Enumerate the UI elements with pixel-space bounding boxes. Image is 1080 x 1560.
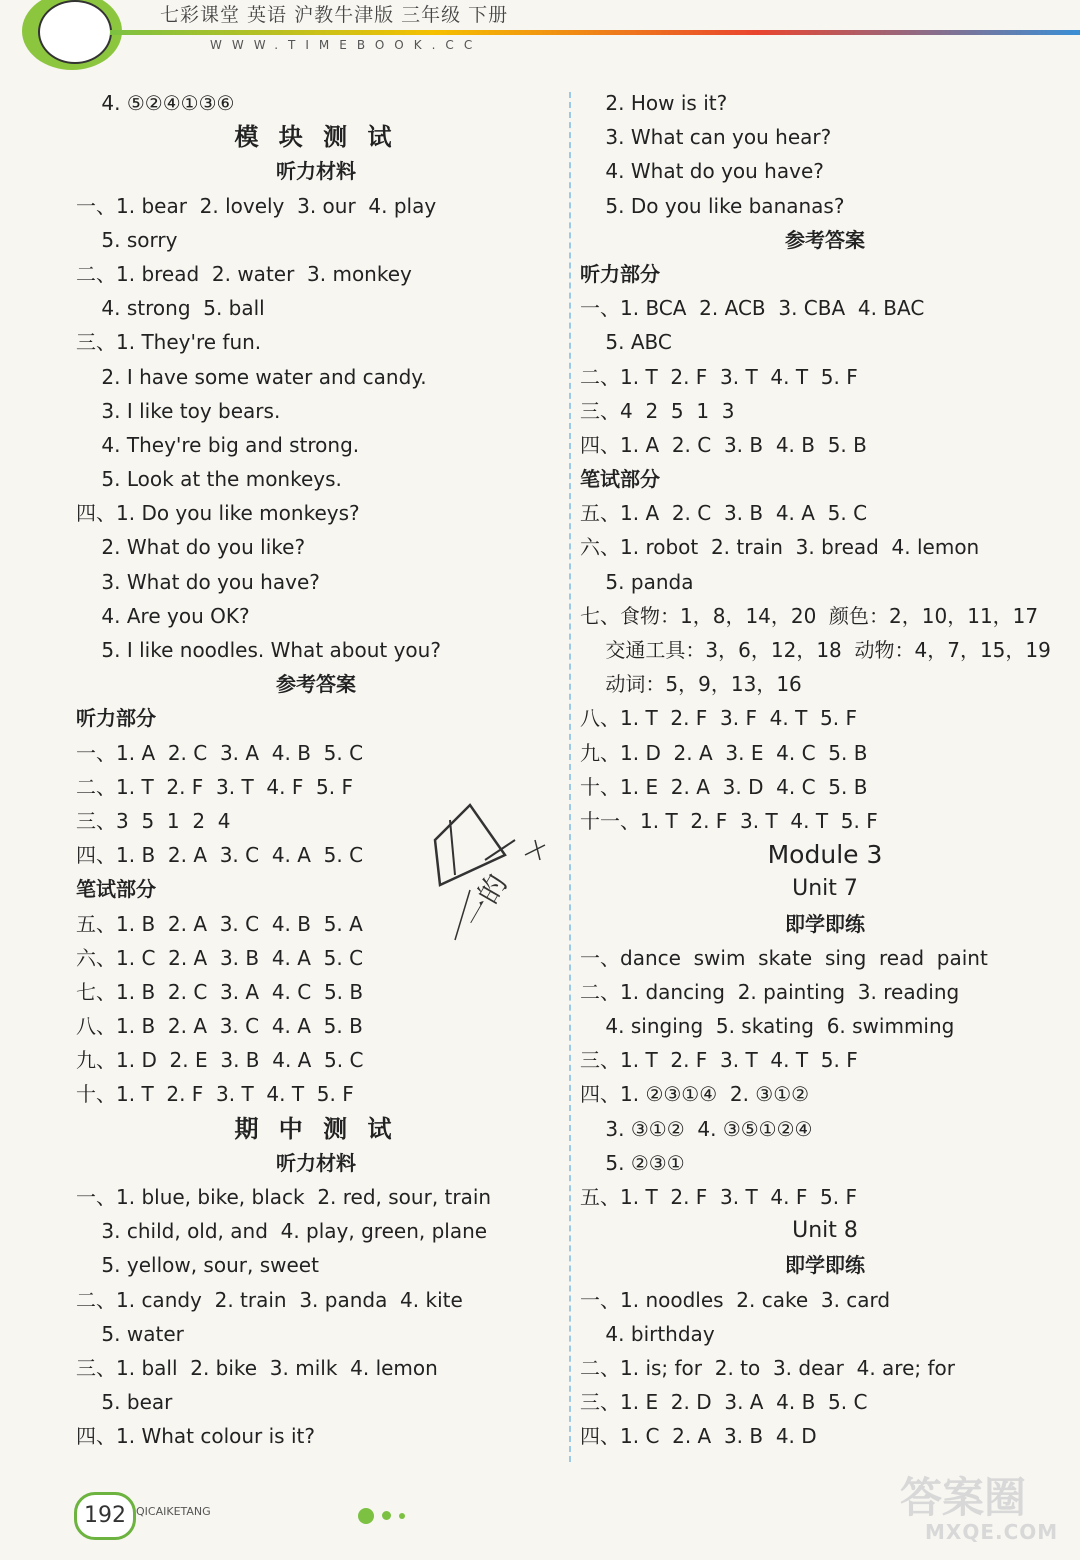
answer-line: 八、1. B 2. A 3. C 4. A 5. B bbox=[76, 1014, 363, 1039]
subsection-title: 参考答案 bbox=[785, 227, 865, 252]
handwritten-scribble bbox=[395, 800, 555, 950]
column-divider bbox=[569, 92, 571, 1462]
header-title: 七彩课堂 英语 沪教牛津版 三年级 下册 bbox=[160, 4, 509, 26]
answer-line: 3. What can you hear? bbox=[580, 125, 832, 150]
answer-line: 5. Look at the monkeys. bbox=[76, 467, 342, 492]
answer-line: 六、1. robot 2. train 3. bread 4. lemon bbox=[580, 535, 980, 560]
answer-line: 三、1. They're fun. bbox=[76, 330, 262, 355]
handwritten-note: 一的 bbox=[457, 868, 515, 934]
page-header bbox=[0, 0, 1080, 70]
subsection-title: 听力材料 bbox=[276, 1150, 356, 1175]
answer-line: 三、1. E 2. D 3. A 4. B 5. C bbox=[580, 1390, 868, 1415]
answer-line: 七、1. B 2. C 3. A 4. C 5. B bbox=[76, 979, 364, 1004]
answer-line: 动词：5，9，13，16 bbox=[580, 672, 802, 697]
left-column bbox=[76, 86, 556, 1454]
part-heading: 笔试部分 bbox=[76, 877, 156, 902]
answer-line: 2. I have some water and candy. bbox=[76, 364, 427, 389]
watermark-url: MXQE.COM bbox=[925, 1520, 1059, 1544]
answer-line: 三、1. ball 2. bike 3. milk 4. lemon bbox=[76, 1355, 438, 1380]
answer-line: 4. strong 5. ball bbox=[76, 296, 265, 321]
answer-line: 七、食物：1，8，14，20 颜色：2，10，11，17 bbox=[580, 603, 1039, 628]
answer-line: 八、1. T 2. F 3. F 4. T 5. F bbox=[580, 706, 858, 731]
answer-line: 5. ABC bbox=[580, 330, 672, 355]
answer-line: 五、1. T 2. F 3. T 4. F 5. F bbox=[580, 1185, 858, 1209]
answer-line: 三、1. T 2. F 3. T 4. T 5. F bbox=[580, 1048, 858, 1073]
unit-title: Unit 7 bbox=[792, 876, 858, 902]
mascot-icon bbox=[38, 0, 112, 64]
header-url: WWW.TIMEBOOK.CC bbox=[210, 38, 483, 52]
answer-line: 5. sorry bbox=[76, 227, 178, 252]
answer-line: 5. ②③① bbox=[580, 1150, 685, 1175]
answer-line: 五、1. B 2. A 3. C 4. B 5. A bbox=[76, 911, 363, 936]
answer-line: 3. I like toy bears. bbox=[76, 398, 281, 423]
answer-line: 二、1. bread 2. water 3. monkey bbox=[76, 261, 412, 286]
answer-line: 一、1. BCA 2. ACB 3. CBA 4. BAC bbox=[580, 296, 925, 321]
part-heading: 听力部分 bbox=[76, 706, 156, 731]
answer-line: 3. ③①② 4. ③⑤①②④ bbox=[580, 1116, 813, 1141]
answer-line: 4. They're big and strong. bbox=[76, 432, 360, 457]
answer-line: 四、1. A 2. C 3. B 4. B 5. B bbox=[580, 432, 867, 457]
subsection-title: 参考答案 bbox=[276, 672, 356, 697]
answer-line: 5. I like noodles. What about you? bbox=[76, 638, 441, 662]
footer-dots bbox=[358, 1505, 413, 1524]
answer-line: 5. panda bbox=[580, 569, 694, 594]
answer-line: 4. birthday bbox=[580, 1321, 715, 1346]
answer-line: 四、1. B 2. A 3. C 4. A 5. C bbox=[76, 843, 364, 868]
answer-line: 二、1. dancing 2. painting 3. reading bbox=[580, 979, 960, 1004]
answer-line: 一、1. blue, bike, black 2. red, sour, train bbox=[76, 1185, 492, 1209]
answer-line: 六、1. C 2. A 3. B 4. A 5. C bbox=[76, 945, 364, 970]
part-heading: 听力部分 bbox=[580, 261, 660, 286]
module-title: Module 3 bbox=[767, 840, 883, 870]
answer-line: 4. singing 5. skating 6. swimming bbox=[580, 1014, 955, 1039]
page-number-badge: 192 bbox=[74, 1492, 136, 1540]
answer-line: 4. What do you have? bbox=[580, 159, 824, 184]
answer-line: 九、1. D 2. A 3. E 4. C 5. B bbox=[580, 740, 868, 765]
answer-line: 二、1. candy 2. train 3. panda 4. kite bbox=[76, 1287, 463, 1312]
answer-line: 交通工具：3，6，12，18 动物：4，7，15，19 bbox=[580, 638, 1051, 662]
answer-line: 2. How is it? bbox=[580, 91, 728, 115]
answer-line: 三、4 2 5 1 3 bbox=[580, 398, 735, 423]
answer-line: 2. What do you like? bbox=[76, 535, 306, 560]
answer-line: 十一、1. T 2. F 3. T 4. T 5. F bbox=[580, 808, 878, 833]
answer-line: 3. child, old, and 4. play, green, plane bbox=[76, 1219, 488, 1244]
answer-line: 二、1. is; for 2. to 3. dear 4. are; for bbox=[580, 1355, 955, 1380]
answer-line: 四、1. ②③①④ 2. ③①② bbox=[580, 1082, 810, 1107]
answer-line: 5. bear bbox=[76, 1390, 173, 1415]
answer-line: 4. Are you OK? bbox=[76, 603, 250, 628]
answer-line: 一、dance swim skate sing read paint bbox=[580, 945, 988, 970]
answer-line: 九、1. D 2. E 3. B 4. A 5. C bbox=[76, 1048, 364, 1073]
watermark-logo: 答案圈 bbox=[900, 1473, 1027, 1522]
answer-line: 二、1. T 2. F 3. T 4. T 5. F bbox=[580, 364, 858, 389]
subsection-title: 即学即练 bbox=[785, 1253, 865, 1278]
answer-line: 二、1. T 2. F 3. T 4. F 5. F bbox=[76, 774, 354, 799]
answer-line: 四、1. What colour is it? bbox=[76, 1424, 315, 1449]
answer-line: 5. yellow, sour, sweet bbox=[76, 1253, 319, 1278]
answer-line: 5. water bbox=[76, 1321, 184, 1346]
subsection-title: 听力材料 bbox=[276, 159, 356, 184]
answer-line: 四、1. C 2. A 3. B 4. D bbox=[580, 1424, 817, 1449]
header-rainbow-bar bbox=[110, 30, 1080, 35]
answer-line: 3. What do you have? bbox=[76, 569, 320, 594]
answer-line: 4. ⑤②④①③⑥ bbox=[76, 91, 235, 115]
section-title: 期 中 测 试 bbox=[234, 1114, 398, 1143]
answer-line: 五、1. A 2. C 3. B 4. A 5. C bbox=[580, 501, 868, 526]
part-heading: 笔试部分 bbox=[580, 467, 660, 492]
answer-line: 三、3 5 1 2 4 bbox=[76, 808, 231, 833]
answer-line: 一、1. noodles 2. cake 3. card bbox=[580, 1287, 891, 1312]
answer-line: 四、1. Do you like monkeys? bbox=[76, 501, 360, 526]
footer-brand: QICAIKETANG bbox=[136, 1505, 211, 1518]
right-column bbox=[580, 86, 1070, 1454]
unit-title: Unit 8 bbox=[792, 1218, 858, 1244]
answer-line: 十、1. T 2. F 3. T 4. T 5. F bbox=[76, 1082, 354, 1107]
answer-line: 一、1. A 2. C 3. A 4. B 5. C bbox=[76, 740, 364, 765]
subsection-title: 即学即练 bbox=[785, 911, 865, 936]
answer-line: 十、1. E 2. A 3. D 4. C 5. B bbox=[580, 774, 868, 799]
answer-line: 一、1. bear 2. lovely 3. our 4. play bbox=[76, 193, 437, 218]
answer-line: 5. Do you like bananas? bbox=[580, 193, 845, 218]
section-title: 模 块 测 试 bbox=[234, 123, 398, 152]
